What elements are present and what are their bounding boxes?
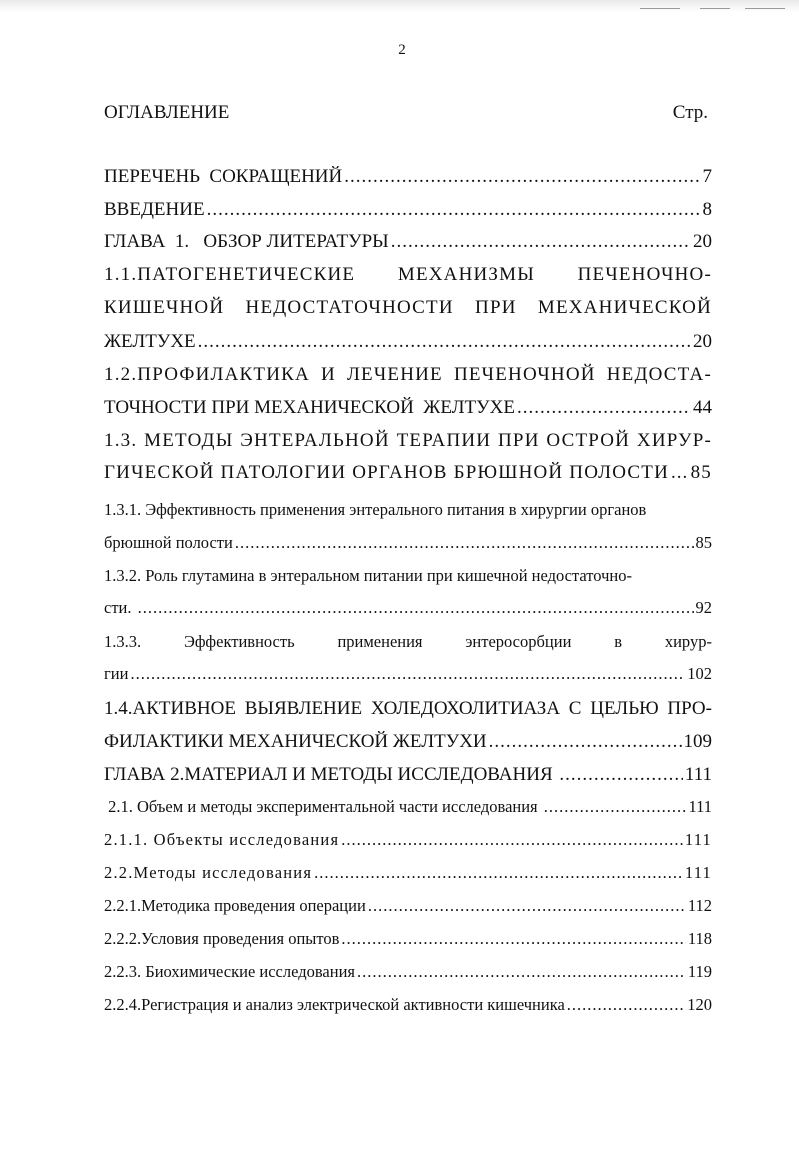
scan-top-edge — [0, 0, 799, 12]
toc-word: МЕТОДЫ — [144, 430, 234, 451]
toc-entry-title: СОКРАЩЕНИЙ — [209, 166, 343, 187]
toc-entry-1-1-line-2 — [104, 297, 712, 325]
toc-entry-title: ГЛАВА 1. ОБЗОР ЛИТЕРАТУРЫ — [104, 231, 389, 252]
toc-entry-1-4-line-2 — [104, 731, 712, 759]
toc-entry-1-3-1-line-1 — [104, 500, 712, 528]
toc-page-number: 102 — [687, 664, 712, 683]
toc-page-number: 92 — [695, 598, 712, 617]
toc-page-number: 111 — [684, 863, 712, 882]
toc-word: МЕХАНИЧЕСКОЙ — [537, 297, 712, 318]
toc-word: МЕХАНИЗМЫ — [397, 264, 536, 285]
toc-page-number: 44 — [693, 397, 712, 418]
scan-mark — [640, 8, 680, 9]
dot-leader — [517, 397, 691, 419]
toc-word: ПЕЧЕНОЧНО- — [577, 264, 712, 285]
dot-leader — [138, 598, 694, 618]
toc-entry-chapter-1 — [104, 231, 712, 259]
toc-word: ЭНТЕРАЛЬНОЙ — [240, 430, 390, 451]
toc-entry-title: 2.1. Объем и методы экспериментальной части исследования — [104, 797, 542, 816]
toc-entry-title: 2.2.2.Условия проведения опытов — [104, 929, 340, 948]
toc-word: хирур- — [664, 632, 712, 651]
toc-page-number: 120 — [687, 995, 712, 1014]
toc-page-number: 119 — [687, 962, 712, 981]
toc-heading: ОГЛАВЛЕНИЕ — [104, 102, 230, 123]
toc-word: КИШЕЧНОЙ — [104, 297, 225, 318]
toc-word: ХИРУР- — [636, 430, 712, 451]
toc-entry-title: 2.2.1.Методика проведения операции — [104, 896, 366, 915]
toc-page-number: 85 — [695, 533, 712, 552]
toc-page-number: 85 — [690, 462, 712, 483]
toc-entry-title: ВВЕДЕНИЕ — [104, 199, 205, 220]
dot-leader — [344, 166, 700, 188]
scan-mark — [700, 8, 730, 9]
toc-entry-title: 1.3.1. Эффективность применения энтерального питания в хирургии органов — [104, 500, 647, 519]
toc-entry-title: ГЛАВА 2.МАТЕРИАЛ И МЕТОДЫ ИССЛЕДОВАНИЯ — [104, 764, 558, 785]
toc-entry-title: брюшной полости — [104, 533, 233, 552]
dot-leader — [391, 231, 691, 253]
toc-entry-title: ГИЧЕСКОЙ ПАТОЛОГИИ ОРГАНОВ БРЮШНОЙ ПОЛОСТИ — [104, 462, 670, 483]
toc-word: применения — [337, 632, 423, 651]
toc-entry-1-3-2-line-2 — [104, 598, 712, 626]
toc-word: 1.1.ПАТОГЕНЕТИЧЕСКИЕ — [104, 264, 356, 285]
dot-leader — [341, 929, 685, 949]
dot-leader — [489, 731, 682, 753]
toc-page-number: 112 — [687, 896, 712, 915]
dot-leader — [671, 462, 689, 484]
toc-page-number: 7 — [702, 166, 712, 187]
toc-word: в — [614, 632, 623, 651]
toc-page-number: 8 — [702, 199, 712, 220]
toc-word: ПРО- — [667, 698, 712, 719]
toc-entry-2-2-2 — [104, 929, 712, 957]
toc-word: ПЕЧЕНОЧНОЙ — [453, 364, 596, 385]
toc-page-number: 20 — [693, 231, 712, 252]
toc-entry-2-2-4 — [104, 995, 712, 1023]
dot-leader — [544, 797, 687, 817]
toc-entry-title: ЖЕЛТУХЕ — [104, 331, 196, 352]
toc-word: С — [568, 698, 582, 719]
toc-entry-1-3-line-2 — [104, 462, 712, 490]
toc-word: 1.2.ПРОФИЛАКТИКА — [104, 364, 310, 385]
toc-word: ЛЕЧЕНИЕ — [346, 364, 443, 385]
dot-leader — [357, 962, 686, 982]
toc-word: ЦЕЛЬЮ — [590, 698, 659, 719]
toc-page-number: 109 — [683, 731, 712, 752]
toc-entry-2-2-3 — [104, 962, 712, 990]
toc-word: НЕДОСТАТОЧНОСТИ — [245, 297, 454, 318]
dot-leader — [567, 995, 685, 1015]
dot-leader — [341, 830, 683, 850]
dot-leader — [207, 199, 701, 221]
toc-entry-1-2-line-1 — [104, 364, 712, 392]
toc-entry-2-1-1 — [104, 830, 712, 858]
toc-entry-title: 1.3.2. Роль глутамина в энтеральном питании при кишечной недостаточно- — [104, 566, 632, 585]
toc-page-number: 20 — [693, 331, 712, 352]
toc-entry-title: ФИЛАКТИКИ МЕХАНИЧЕСКОЙ ЖЕЛТУХИ — [104, 731, 487, 752]
toc-page-number: 118 — [687, 929, 712, 948]
toc-word: 1.3. — [104, 430, 138, 451]
toc-entry-title: гии — [104, 664, 129, 683]
toc-word: НЕДОСТА- — [606, 364, 712, 385]
toc-page-number: 111 — [684, 764, 712, 785]
dot-leader — [235, 533, 694, 553]
toc-entry-1-1-line-3 — [104, 331, 712, 359]
toc-entry-1-4-line-1 — [104, 698, 712, 726]
toc-word: ХОЛЕДОХОЛИТИАЗА — [370, 698, 561, 719]
toc-entry-1-3-1-line-2 — [104, 533, 712, 561]
scan-mark — [745, 8, 785, 9]
toc-entry-1-3-line-1 — [104, 430, 712, 458]
dot-leader — [368, 896, 686, 916]
dot-leader — [198, 331, 691, 353]
dot-leader — [130, 664, 685, 684]
toc-word: ПРИ — [475, 297, 517, 318]
toc-word: ВЫЯВЛЕНИЕ — [244, 698, 363, 719]
toc-entry-title: ТОЧНОСТИ ПРИ МЕХАНИЧЕСКОЙ ЖЕЛТУХЕ — [104, 397, 515, 418]
toc-page-number: 111 — [684, 830, 712, 849]
toc-page-number: 111 — [688, 797, 712, 816]
toc-entry-title: 2.2.Методы исследования — [104, 863, 313, 882]
toc-entry-title: 2.2.3. Биохимические исследования — [104, 962, 356, 981]
page-number: 2 — [398, 42, 406, 58]
toc-entry-1-1-line-1 — [104, 264, 712, 292]
page-column-label: Стр. — [672, 102, 708, 123]
toc-word: Эффективность — [183, 632, 295, 651]
dot-leader — [559, 764, 683, 786]
toc-entry-introduction — [104, 199, 712, 227]
toc-entry-2-1 — [104, 797, 712, 825]
toc-entry-1-3-3-line-1 — [104, 632, 712, 660]
toc-entry-title: сти. — [104, 598, 136, 617]
toc-word: ПРИ — [498, 430, 540, 451]
toc-entry-chapter-2 — [104, 764, 712, 792]
toc-word: 1.3.3. — [104, 632, 142, 651]
toc-word: И — [320, 364, 336, 385]
toc-entry-2-2 — [104, 863, 712, 891]
toc-entry-title: ПЕРЕЧЕНЬ — [104, 166, 201, 187]
toc-word: 1.4.АКТИВНОЕ — [104, 698, 236, 719]
toc-entry-1-2-line-2 — [104, 397, 712, 425]
toc-entry-2-2-1 — [104, 896, 712, 924]
toc-entry-title: 2.1.1. Объекты исследования — [104, 830, 340, 849]
dot-leader — [314, 863, 683, 883]
toc-entry-abbreviations — [104, 166, 712, 194]
toc-entry-1-3-2-line-1 — [104, 566, 712, 594]
toc-entry-title: 2.2.4.Регистрация и анализ электрической активности кишечника — [104, 995, 565, 1014]
toc-word: ОСТРОЙ — [546, 430, 631, 451]
toc-entry-1-3-3-line-2 — [104, 664, 712, 692]
toc-word: ТЕРАПИИ — [396, 430, 492, 451]
toc-word: энтеросорбции — [465, 632, 572, 651]
